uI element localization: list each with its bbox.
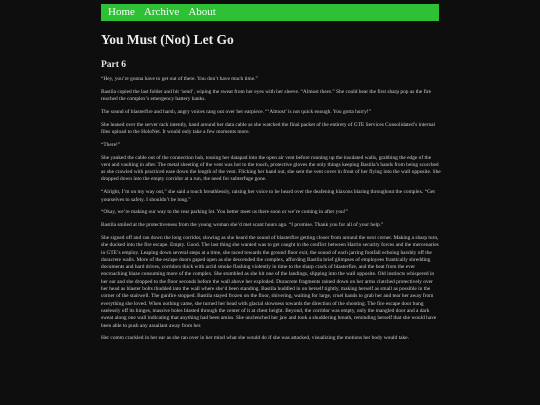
- story-paragraph: She leaned over the server rack intently, hand around her data cable as she watched the final packet of the entirety of GTE Services Consolidated’s internal files upload to the HoloNet. It would only take a few moments more.: [101, 121, 436, 135]
- nav-link-archive[interactable]: Archive: [143, 6, 180, 18]
- part-heading: Part 6: [101, 60, 127, 70]
- nav-link-about[interactable]: About: [188, 6, 216, 18]
- nav-link-home[interactable]: Home: [108, 6, 135, 18]
- story-paragraph: “Okay, we’re making our way to the rear parking lot. You better meet us there soon or we’re coming in after you!”: [101, 209, 348, 216]
- story-paragraph: She yanked the cable out of the connection hub, tossing her datapad into the open air vent before running up the insulated walls, grabbing the edge of the vent and vaulting in after. The metal sheeting of the vent was hot to the touch, protective gloves the only things keeping Bastila’s hands from being scorched as she crawled with practiced ease down the length of the vent. Flicking her hand out, she sent the vent cover in front of her flying into the wall opposite. She dropped down into the empty corridor at a run, the need for subterfuge gone.: [101, 154, 441, 183]
- top-nav-bar: [101, 4, 439, 21]
- story-paragraph: “Hey, you’re gonna have to get out of there. You don’t have much time.”: [101, 76, 258, 82]
- story-paragraph: “Alright, I’m on my way out,” she said a touch breathlessly, raising her voice to be heard over the deafening klaxons blaring throughout the complex. “Get yourselves to safety. I shouldn’t be long.”: [101, 189, 435, 203]
- story-paragraph: Bastila smiled at the protectiveness from the young woman she’d met scant hours ago. “I promise. Thank you for all of your help.”: [101, 222, 384, 229]
- story-paragraph: Bastila copied the last folder and hit ‘send’, wiping the sweat from her eyes with her sleeve. “Almost there.” She could hear the first sharp pop as the fire reached the complex’s emergency battery banks.: [101, 88, 432, 103]
- story-paragraph: “There!”: [101, 141, 121, 148]
- story-title: You Must (Not) Let Go: [101, 32, 234, 47]
- story-paragraph: The sound of blasterfire and harsh, angry voices rang out over her earpiece. “‘Almost’ is not quick enough. You gotta hurry!”: [101, 108, 371, 115]
- story-paragraph: Her comm crackled in her ear as she ran over in her mind what she would do if she was attacked, visualizing the motions her body would take.: [101, 335, 409, 342]
- story-content: [101, 28, 441, 348]
- story-paragraph: She signed off and ran down the long corridor, slowing as she heard the sound of blasterfire getting closer from around the next corner. Making a sharp turn, she ducked into the fire escape. Empty. Good. The last thing she wanted was to get caught in the conflict between Harrin security forces and the mercenaries in GTE’s employ. Leaping down several steps at a time, she raced towards the ground floor exit, the sound of each jarring footfall echoing harshly off the duracrete walls. More of the escape doors gaped open as she descended the complex, affording Bastila brief glimpses of employees frantically shredding documents and hard drives, corridors thick with acrid smoke flashing violently in time to the sharp crack of blasterfire, and the heat from the ever encroaching blaze consuming more of the complex. She stumbled as she hit one of the landings, slipping into the wall opposite. Old instincts whispered in her ear and she dropped to the floor seconds before the wall above her exploded. Duracrete fragments rained down on her arms clutched protectively over her head as blaster bolts thudded into the wall where she’d been standing. Bastila huddled in on herself tightly, making herself as small as possible in the corner of the stairwell. The gunfire stopped. Bastila stayed frozen on the floor, shivering, waiting for large, cruel hands to grab her and tear her away from everything she loved. When nothing came, she turned her head with glacial slowness towards the direction of the shooting. The fire escape door hung uselessly off its hinges, massive holes blasted through the center of it at chest height. Beyond, the corridor was empty, only the mangled door and a dark sweat along one wall indicating that anything had been amiss. She unclenched her jaw and took a shuddering breath, reminding herself that she would have been able to push any assailant away from her.: [101, 234, 439, 329]
